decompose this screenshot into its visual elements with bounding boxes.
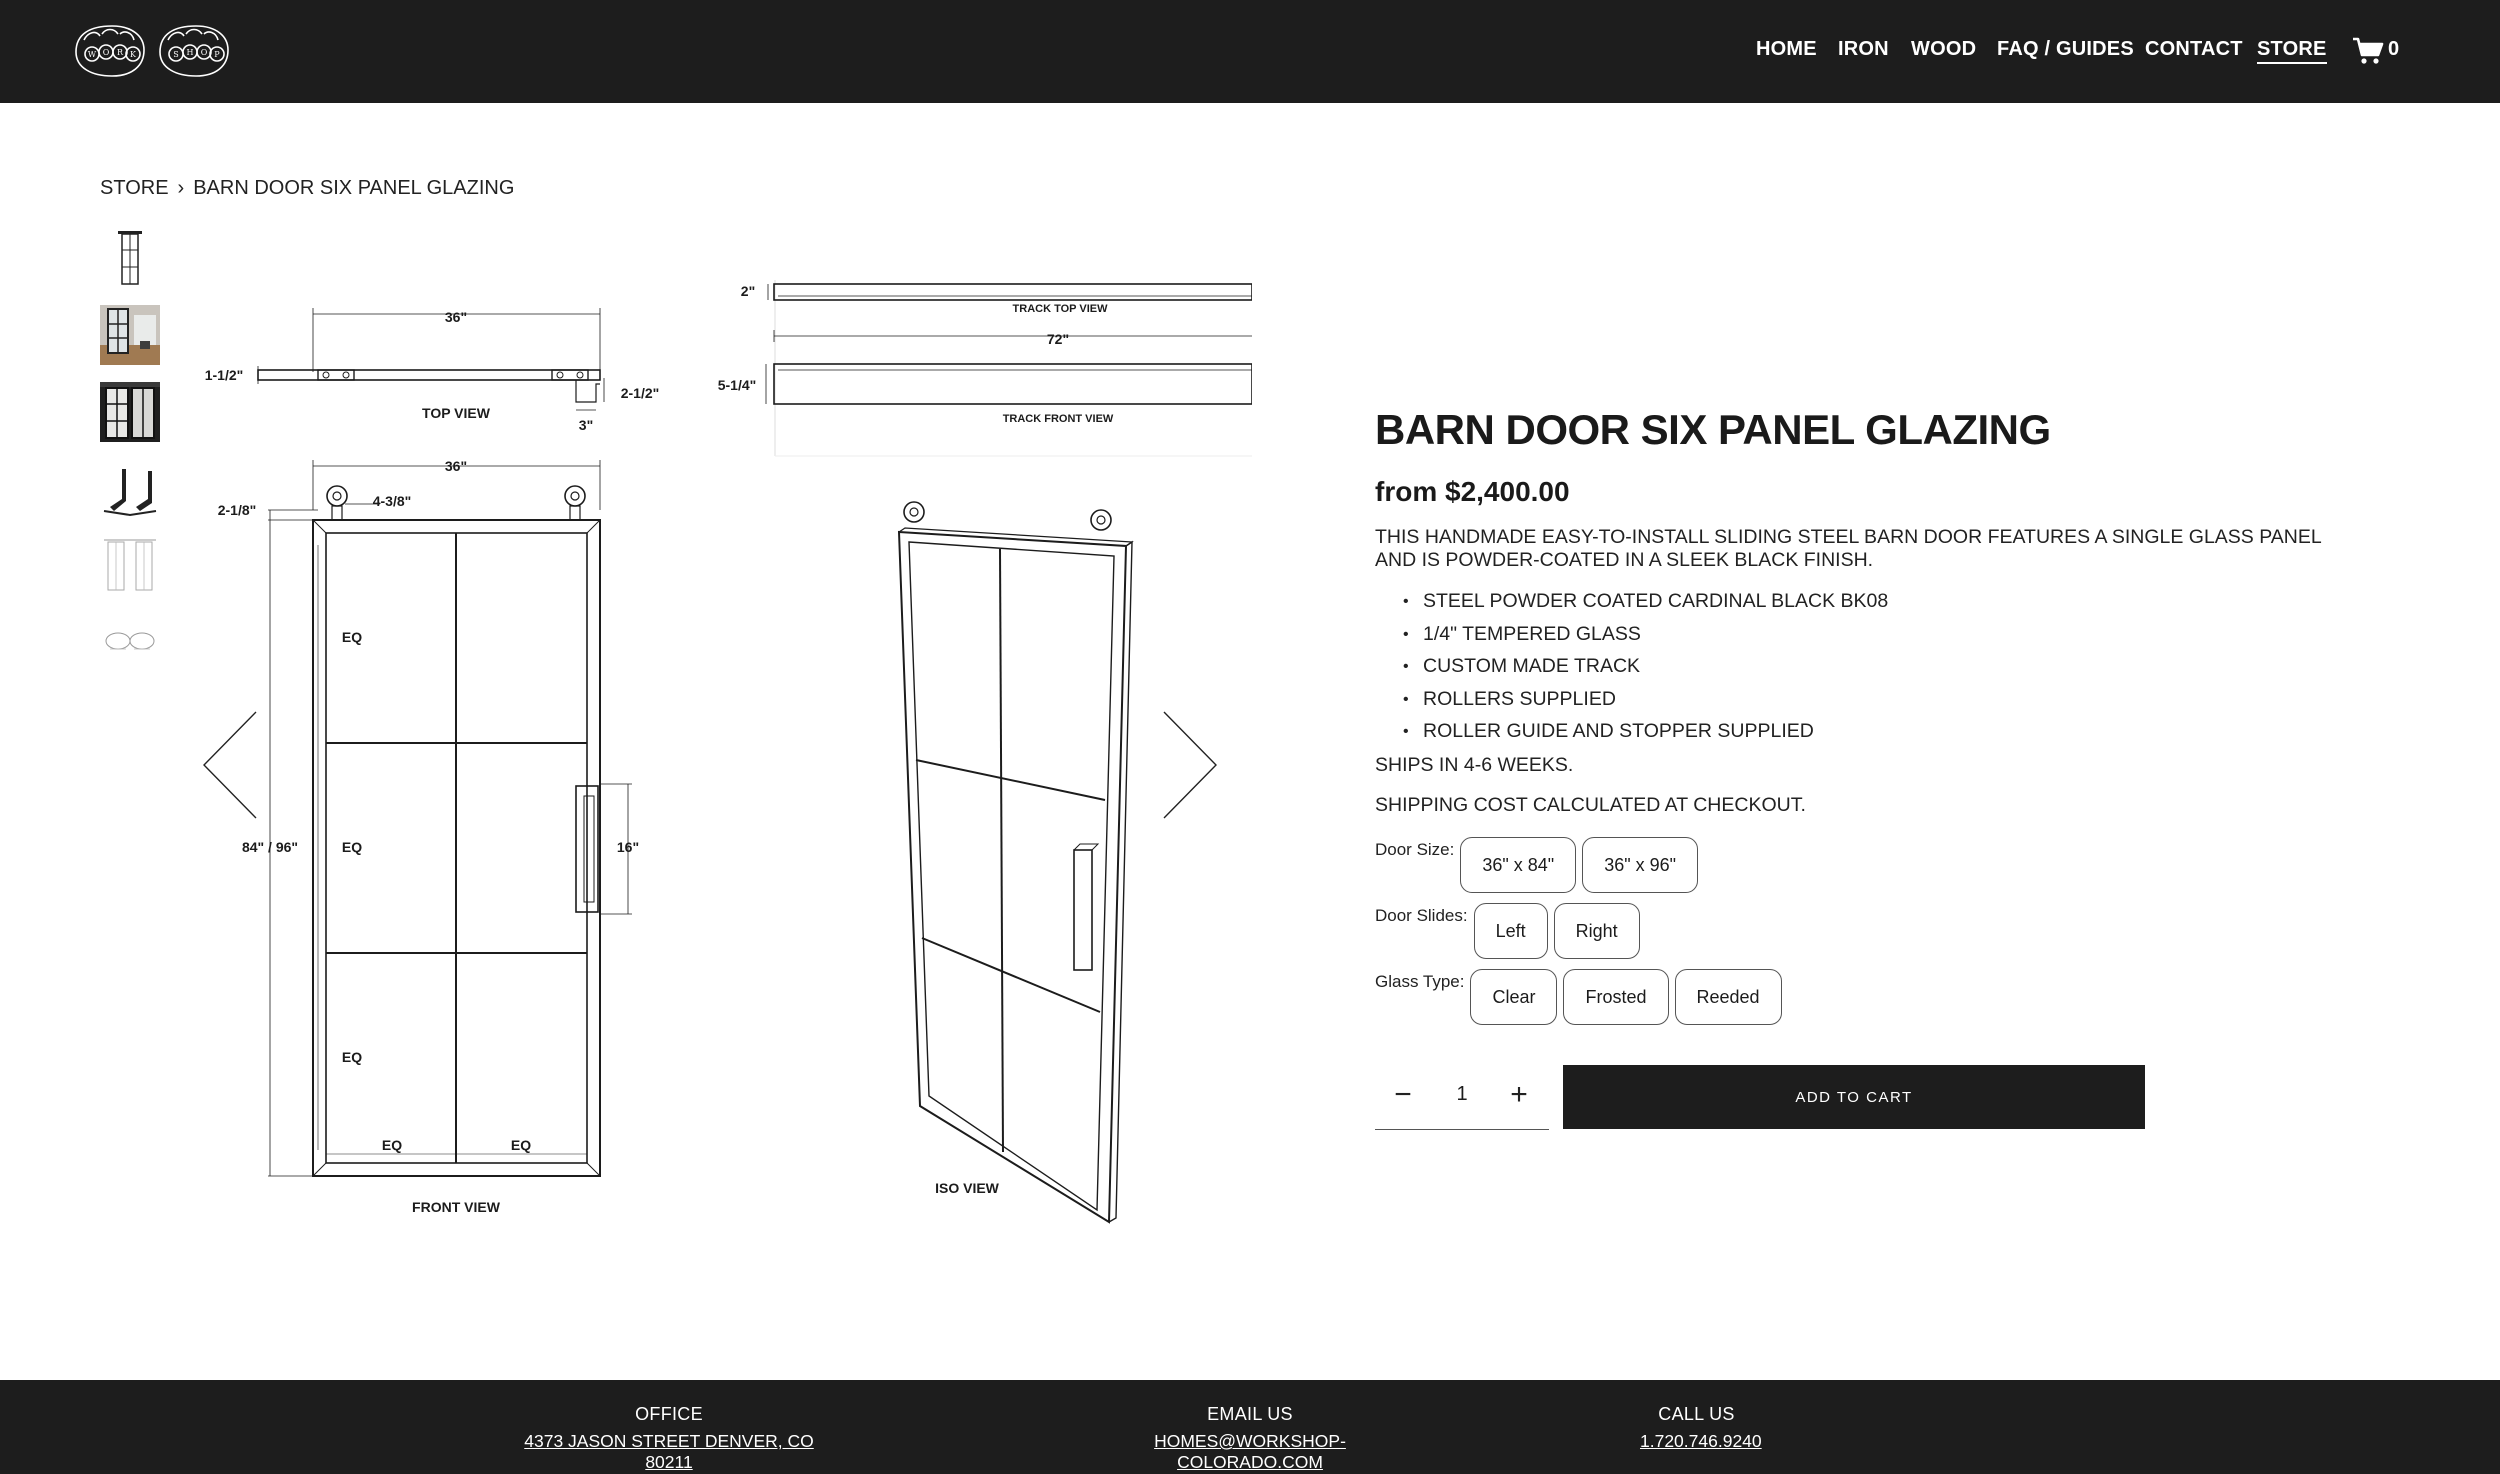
label-top-bottom: 3": [578, 417, 594, 433]
label-eq-1: EQ: [341, 629, 363, 645]
label-height: 84" / 96": [241, 839, 299, 855]
footer-call-heading: CALL US: [1658, 1404, 1735, 1424]
feature-item: • ROLLER GUIDE AND STOPPER SUPPLIED: [1375, 720, 2335, 743]
label-roller-offset: 4-3/8": [372, 493, 412, 509]
cart-count: 0: [2388, 38, 2400, 60]
svg-text:S: S: [173, 50, 179, 59]
label-eq-4: EQ: [381, 1137, 403, 1153]
product-title: BARN DOOR SIX PANEL GLAZING: [1375, 406, 2051, 453]
option-door-size: [1375, 837, 2335, 893]
nav-faq-guides[interactable]: FAQ / GUIDES: [1997, 38, 2134, 60]
thumbnail-hardware[interactable]: [100, 459, 160, 519]
quantity-value[interactable]: 1: [1456, 1083, 1468, 1105]
product-details: [1375, 400, 2335, 1025]
option-label-glass-type: Glass Type:: [1375, 972, 1465, 991]
thumbnail-logo[interactable]: [100, 613, 160, 673]
cart-icon: [2352, 36, 2384, 66]
option-glass-reeded[interactable]: Reeded: [1675, 969, 1782, 1025]
option-glass-clear[interactable]: Clear: [1470, 969, 1557, 1025]
label-top-width: 36": [444, 309, 468, 325]
label-iso-view: ISO VIEW: [935, 1180, 999, 1196]
purchase-row: [1375, 1065, 2145, 1130]
option-door-slides: [1375, 903, 2335, 959]
gallery-next-arrow[interactable]: [1160, 710, 1220, 820]
svg-text:W: W: [87, 50, 97, 59]
nav-iron[interactable]: IRON: [1838, 38, 1889, 60]
label-top-right: 2-1/2": [620, 385, 660, 401]
label-track-top-view: TRACK TOP VIEW: [1012, 303, 1108, 315]
shipping-cost-note: SHIPPING COST CALCULATED AT CHECKOUT.: [1375, 794, 1806, 816]
svg-text:O: O: [200, 48, 208, 57]
option-label-door-size: Door Size:: [1375, 840, 1455, 859]
thumbnail-drawing[interactable]: [100, 228, 160, 288]
label-top-depth: 1-1/2": [204, 367, 244, 383]
label-top-view: TOP VIEW: [422, 405, 490, 421]
svg-text:H: H: [186, 48, 194, 57]
quantity-decrease-button[interactable]: −: [1394, 1078, 1412, 1111]
feature-item: • 1/4" TEMPERED GLASS: [1375, 623, 2335, 646]
label-front-view: FRONT VIEW: [412, 1199, 500, 1215]
feature-item: • CUSTOM MADE TRACK: [1375, 655, 2335, 678]
ships-time: SHIPS IN 4-6 WEEKS.: [1375, 754, 1574, 776]
label-roller-h: 2-1/8": [217, 502, 257, 518]
quantity-increase-button[interactable]: +: [1510, 1078, 1528, 1111]
add-to-cart-button[interactable]: ADD TO CART: [1563, 1065, 2145, 1129]
option-slide-left[interactable]: Left: [1474, 903, 1548, 959]
feature-item: • STEEL POWDER COATED CARDINAL BLACK BK08: [1375, 590, 2335, 613]
footer-email: [1087, 1404, 1413, 1473]
workshop-logo[interactable]: [72, 20, 234, 80]
nav-home[interactable]: HOME: [1756, 38, 1817, 60]
feature-list: [1375, 590, 2335, 743]
footer-email-link[interactable]: HOMES@WORKSHOP-COLORADO.COM: [1154, 1431, 1346, 1472]
breadcrumb-store-link[interactable]: STORE: [100, 177, 169, 199]
chevron-right-icon: [1160, 710, 1220, 820]
svg-text:K: K: [130, 50, 136, 59]
option-door-size-84[interactable]: 36" x 84": [1460, 837, 1576, 893]
footer-phone-link[interactable]: 1.720.746.9240: [1640, 1431, 1762, 1451]
svg-text:O: O: [102, 48, 110, 57]
label-track-h: 2": [740, 283, 756, 299]
product-description: THIS HANDMADE EASY-TO-INSTALL SLIDING STEEL BARN DOOR FEATURES A SINGLE GLASS PANEL AND IS POWDER-COATED IN A SLEEK BLACK FINISH.: [1375, 526, 2321, 571]
nav-contact[interactable]: CONTACT: [2145, 38, 2243, 60]
svg-text:R: R: [116, 48, 124, 57]
thumbnail-list: [100, 228, 160, 690]
option-glass-type: [1375, 969, 2335, 1025]
label-front-width: 36": [444, 458, 468, 474]
footer-office-address-link[interactable]: 4373 JASON STREET DENVER, CO 80211: [524, 1431, 814, 1472]
breadcrumb: [100, 177, 514, 200]
thumbnail-photo-interior[interactable]: [100, 305, 160, 365]
thumbnail-photo-door[interactable]: [100, 382, 160, 442]
option-glass-frosted[interactable]: Frosted: [1563, 969, 1668, 1025]
product-drawing: [200, 270, 1252, 1228]
site-footer: [0, 1380, 2500, 1474]
option-slide-right[interactable]: Right: [1554, 903, 1640, 959]
breadcrumb-separator: ›: [177, 177, 185, 199]
label-track-front-h: 5-1/4": [717, 377, 757, 393]
quantity-stepper: [1375, 1065, 1549, 1130]
footer-email-heading: EMAIL US: [1207, 1404, 1293, 1424]
footer-office-heading: OFFICE: [635, 1404, 703, 1424]
label-handle: 16": [616, 839, 640, 855]
feature-item: • ROLLERS SUPPLIED: [1375, 688, 2335, 711]
product-price: from $2,400.00: [1375, 476, 1570, 507]
label-eq-3: EQ: [341, 1049, 363, 1065]
svg-text:P: P: [214, 50, 220, 59]
label-eq-5: EQ: [510, 1137, 532, 1153]
chevron-left-icon: [200, 710, 260, 820]
option-door-size-96[interactable]: 36" x 96": [1582, 837, 1698, 893]
footer-office: [515, 1404, 823, 1473]
label-track-len: 72": [1046, 331, 1070, 347]
label-eq-2: EQ: [341, 839, 363, 855]
site-header: [0, 0, 2500, 103]
thumbnail-track-drawing[interactable]: [100, 536, 160, 596]
footer-call: [1640, 1404, 1762, 1452]
gallery-prev-arrow[interactable]: [200, 710, 260, 820]
breadcrumb-current: BARN DOOR SIX PANEL GLAZING: [193, 177, 515, 199]
nav-store[interactable]: STORE: [2257, 38, 2327, 64]
nav-wood[interactable]: WOOD: [1911, 38, 1977, 60]
label-track-front-view: TRACK FRONT VIEW: [1002, 413, 1114, 425]
cart-button[interactable]: [2352, 36, 2404, 66]
option-label-door-slides: Door Slides:: [1375, 906, 1468, 925]
